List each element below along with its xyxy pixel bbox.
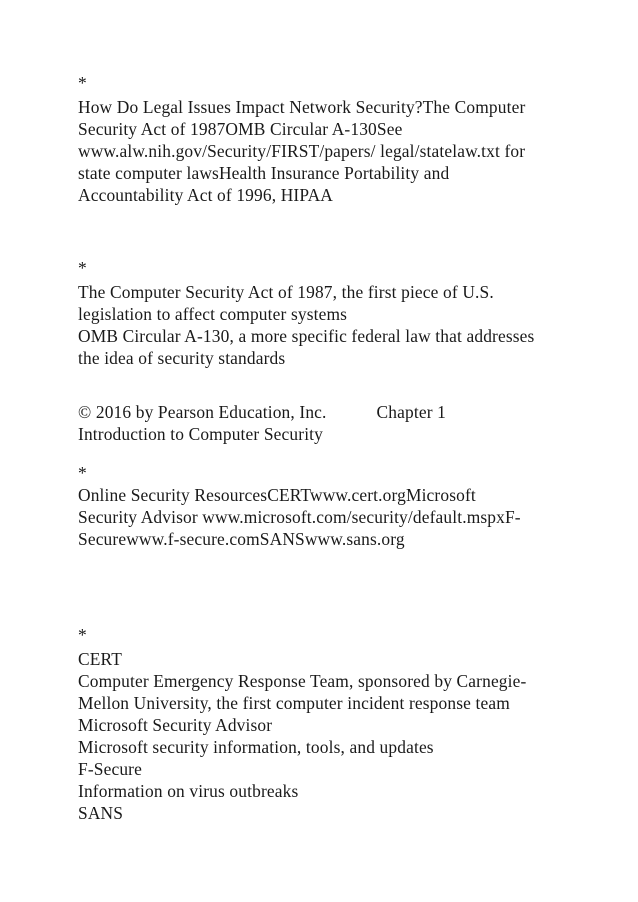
slide-marker: * bbox=[78, 73, 87, 93]
body-line: Computer Emergency Response Team, sponsored by Carnegie- bbox=[78, 671, 527, 691]
body-line: Information on virus outbreaks bbox=[78, 781, 299, 801]
chapter-title: Introduction to Computer Security bbox=[78, 424, 323, 444]
body-line: CERT bbox=[78, 649, 122, 669]
body-line: OMB Circular A-130, a more specific federal law that addresses bbox=[78, 326, 535, 346]
body-line: www.alw.nih.gov/Security/FIRST/papers/ legal/statelaw.txt for bbox=[78, 141, 526, 161]
body-line: Microsoft security information, tools, and updates bbox=[78, 737, 434, 757]
body-line: Security Advisor www.microsoft.com/security/default.mspxF- bbox=[78, 507, 521, 527]
body-line: Securewww.f-secure.comSANSwww.sans.org bbox=[78, 529, 405, 549]
footer-line bbox=[78, 401, 446, 423]
body-line: Security Act of 1987OMB Circular A-130See bbox=[78, 119, 403, 139]
body-line: Online Security ResourcesCERTwww.cert.orgMicrosoft bbox=[78, 485, 476, 505]
body-line: Mellon University, the first computer incident response team bbox=[78, 693, 510, 713]
body-line: state computer lawsHealth Insurance Portability and bbox=[78, 163, 450, 183]
slide-marker: * bbox=[78, 625, 87, 645]
body-line: The Computer Security Act of 1987, the first piece of U.S. bbox=[78, 282, 494, 302]
body-line: Microsoft Security Advisor bbox=[78, 715, 273, 735]
chapter-label: Chapter 1 bbox=[376, 402, 446, 422]
body-line: legislation to affect computer systems bbox=[78, 304, 348, 324]
slide-marker: * bbox=[78, 463, 87, 483]
slide-marker: * bbox=[78, 258, 87, 278]
body-line: the idea of security standards bbox=[78, 348, 286, 368]
copyright-text: © 2016 by Pearson Education, Inc. bbox=[78, 402, 327, 422]
body-line: SANS bbox=[78, 803, 124, 823]
body-line: F-Secure bbox=[78, 759, 142, 779]
body-line: Accountability Act of 1996, HIPAA bbox=[78, 185, 333, 205]
body-line: How Do Legal Issues Impact Network Security?The Computer bbox=[78, 97, 526, 117]
